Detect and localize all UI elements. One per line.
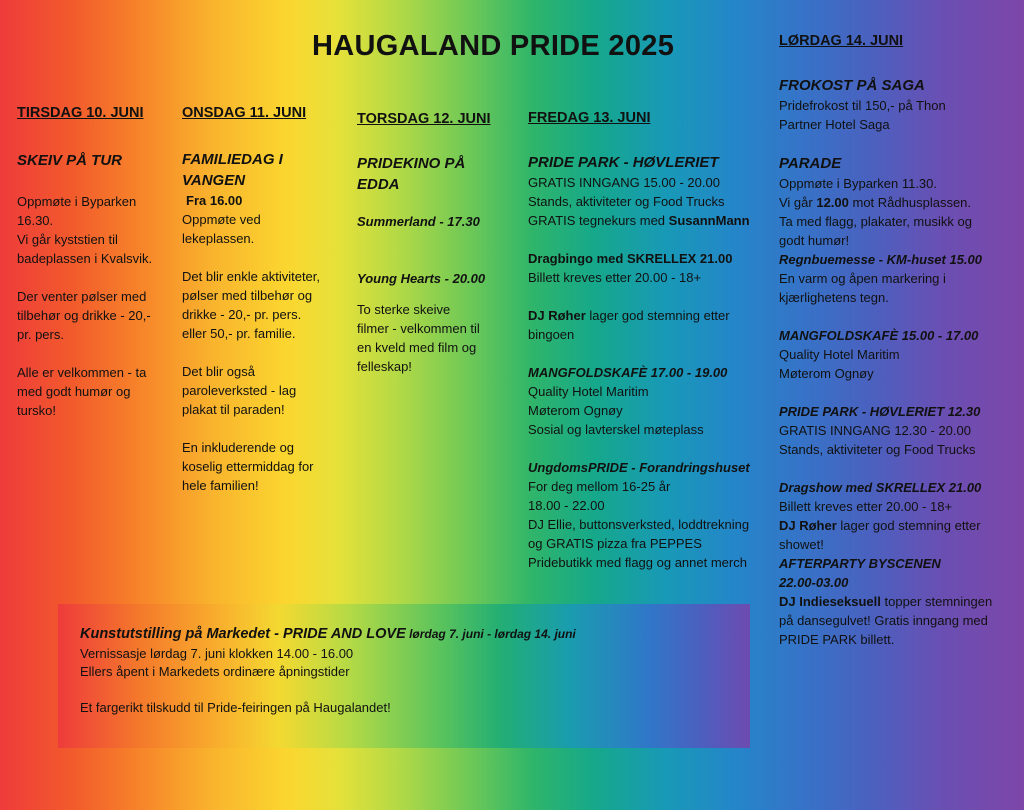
text-line: en kveld med film og bbox=[357, 340, 477, 355]
text-line: Oppmøte ved bbox=[182, 212, 261, 227]
text-line: En inkluderende og bbox=[182, 440, 295, 455]
text-line: Oppmøte i Byparken 11.30. bbox=[779, 176, 938, 191]
text-line: Oppmøte i Byparken bbox=[17, 194, 137, 209]
event-title: Dragbingo med SKRELLEX 21.00 bbox=[528, 251, 733, 266]
text-line: drikke - 20,- pr. pers. bbox=[182, 307, 302, 322]
artist-name: SusannMann bbox=[668, 213, 750, 228]
column-wednesday bbox=[182, 103, 347, 495]
text-line: Quality Hotel Maritim bbox=[779, 347, 900, 362]
text-line: badeplassen i Kvalsvik. bbox=[17, 251, 153, 266]
text-line: Vi går kyststien til bbox=[17, 232, 118, 247]
text-line: Det blir også bbox=[182, 364, 255, 379]
text-line: Partner Hotel Saga bbox=[779, 117, 890, 132]
text-line: Stands, aktiviteter og Food Trucks bbox=[779, 442, 976, 457]
text-line: PRIDE PARK billett. bbox=[779, 632, 895, 647]
text-line: Billett kreves etter 20.00 - 18+ bbox=[528, 270, 702, 285]
text-line: Ellers åpent i Markedets ordinære åpningstider bbox=[80, 664, 350, 679]
event-title: PRIDEKINO PÅ bbox=[357, 155, 466, 172]
film-title: Young Hearts - 20.00 bbox=[357, 271, 486, 286]
text-line: Ta med flagg, plakater, musikk og bbox=[779, 214, 972, 229]
text-line: Stands, aktiviteter og Food Trucks bbox=[528, 194, 725, 209]
column-tuesday bbox=[17, 103, 167, 420]
artist-name: DJ Røher bbox=[779, 518, 837, 533]
text-line: koselig ettermiddag for bbox=[182, 459, 314, 474]
day-heading-wednesday: ONSDAG 11. JUNI bbox=[182, 105, 307, 121]
column-saturday bbox=[779, 31, 1019, 649]
text-line bbox=[779, 516, 1019, 535]
event-title: Regnbuemesse - KM-huset 15.00 bbox=[779, 252, 983, 267]
text-line: og GRATIS pizza fra PEPPES bbox=[528, 536, 702, 551]
text-line: med godt humør og bbox=[17, 384, 131, 399]
text-line: Der venter pølser med bbox=[17, 289, 147, 304]
text-line: tilbehør og drikke - 20,- bbox=[17, 308, 151, 323]
event-time: Fra 16.00 bbox=[186, 193, 243, 208]
text-span: Vi går bbox=[779, 195, 817, 210]
text-line bbox=[779, 592, 1019, 611]
text-line: tursko! bbox=[17, 403, 57, 418]
event-title: UngdomsPRIDE - Forandringshuset bbox=[528, 460, 750, 475]
event-time: 12.00 bbox=[816, 195, 849, 210]
day-heading-saturday: LØRDAG 14. JUNI bbox=[779, 33, 904, 49]
event-title: PRIDE PARK - HØVLERIET bbox=[528, 154, 719, 171]
text-span: lager god stemning etter bbox=[836, 518, 981, 533]
event-title: MANGFOLDSKAFÈ 17.00 - 19.00 bbox=[528, 365, 728, 380]
text-line: showet! bbox=[779, 537, 824, 552]
text-line: GRATIS INNGANG 12.30 - 20.00 bbox=[779, 423, 971, 438]
text-line: Møterom Ognøy bbox=[528, 403, 623, 418]
film-title: Summerland - 17.30 bbox=[357, 214, 480, 229]
page-title: HAUGALAND PRIDE 2025 bbox=[312, 30, 675, 62]
column-thursday bbox=[357, 109, 517, 376]
text-line: hele familien! bbox=[182, 478, 259, 493]
text-line: pr. pers. bbox=[17, 327, 64, 342]
text-line: Møterom Ognøy bbox=[779, 366, 874, 381]
text-line: paroleverksted - lag bbox=[182, 383, 297, 398]
day-heading-friday: FREDAG 13. JUNI bbox=[528, 110, 651, 126]
text-span: mot Rådhusplassen. bbox=[848, 195, 972, 210]
text-span: topper stemningen bbox=[880, 594, 993, 609]
text-line: For deg mellom 16-25 år bbox=[528, 479, 671, 494]
art-exhibition-banner bbox=[58, 604, 750, 748]
text-line: Pridefrokost til 150,- på Thon bbox=[779, 98, 946, 113]
event-title: Dragshow med SKRELLEX 21.00 bbox=[779, 480, 982, 495]
event-title: FROKOST PÅ SAGA bbox=[779, 77, 925, 94]
text-line bbox=[528, 306, 773, 325]
text-line: Alle er velkommen - ta bbox=[17, 365, 147, 380]
artist-name: DJ Røher bbox=[528, 308, 586, 323]
banner-dates: lørdag 7. juni - lørdag 14. juni bbox=[405, 627, 576, 641]
text-line: Et fargerikt tilskudd til Pride-feiringen på Haugalandet! bbox=[80, 700, 391, 715]
text-line: DJ Ellie, buttonsverksted, loddtrekning bbox=[528, 517, 750, 532]
text-line: lekeplassen. bbox=[182, 231, 255, 246]
text-line: To sterke skeive bbox=[357, 302, 451, 317]
day-heading-thursday: TORSDAG 12. JUNI bbox=[357, 111, 491, 127]
event-title: AFTERPARTY BYSCENEN bbox=[779, 556, 941, 571]
event-title: PARADE bbox=[779, 155, 842, 172]
text-line: 16.30. bbox=[17, 213, 54, 228]
text-span: GRATIS tegnekurs med bbox=[528, 213, 669, 228]
text-line: godt humør! bbox=[779, 233, 850, 248]
text-line: på dansegulvet! Gratis inngang med bbox=[779, 613, 988, 628]
text-line: Billett kreves etter 20.00 - 18+ bbox=[779, 499, 953, 514]
text-line: En varm og åpen markering i bbox=[779, 271, 946, 286]
day-heading-tuesday: TIRSDAG 10. JUNI bbox=[17, 105, 144, 121]
text-line: pølser med tilbehør og bbox=[182, 288, 313, 303]
text-line: GRATIS INNGANG 15.00 - 20.00 bbox=[528, 175, 720, 190]
text-line: 18.00 - 22.00 bbox=[528, 498, 605, 513]
text-line: Quality Hotel Maritim bbox=[528, 384, 649, 399]
text-line: Pridebutikk med flagg og annet merch bbox=[528, 555, 747, 570]
banner-title-text: Kunstutstilling på Markedet - PRIDE AND LOVE bbox=[80, 626, 406, 642]
column-friday bbox=[528, 108, 773, 572]
text-line: felleskap! bbox=[357, 359, 412, 374]
text-line: Sosial og lavterskel møteplass bbox=[528, 422, 704, 437]
text-line: plakat til paraden! bbox=[182, 402, 285, 417]
text-line: filmer - velkommen til bbox=[357, 321, 480, 336]
text-line: Det blir enkle aktiviteter, bbox=[182, 269, 321, 284]
event-title: PRIDE PARK - HØVLERIET 12.30 bbox=[779, 404, 981, 419]
event-title: EDDA bbox=[357, 176, 400, 193]
banner-title bbox=[80, 623, 750, 645]
event-title: VANGEN bbox=[182, 172, 246, 189]
text-line: kjærlighetens tegn. bbox=[779, 290, 889, 305]
event-title: SKEIV PÅ TUR bbox=[17, 152, 123, 169]
event-title: FAMILIEDAG I bbox=[182, 151, 283, 168]
text-line bbox=[528, 211, 773, 230]
text-line: eller 50,- pr. familie. bbox=[182, 326, 296, 341]
text-line: bingoen bbox=[528, 327, 575, 342]
event-time: 22.00-03.00 bbox=[779, 575, 849, 590]
text-span: lager god stemning etter bbox=[585, 308, 730, 323]
artist-name: DJ Indieseksuell bbox=[779, 594, 881, 609]
text-line bbox=[779, 193, 1019, 212]
text-line: Vernissasje lørdag 7. juni klokken 14.00 - 16.00 bbox=[80, 646, 354, 661]
event-title: MANGFOLDSKAFÈ 15.00 - 17.00 bbox=[779, 328, 979, 343]
